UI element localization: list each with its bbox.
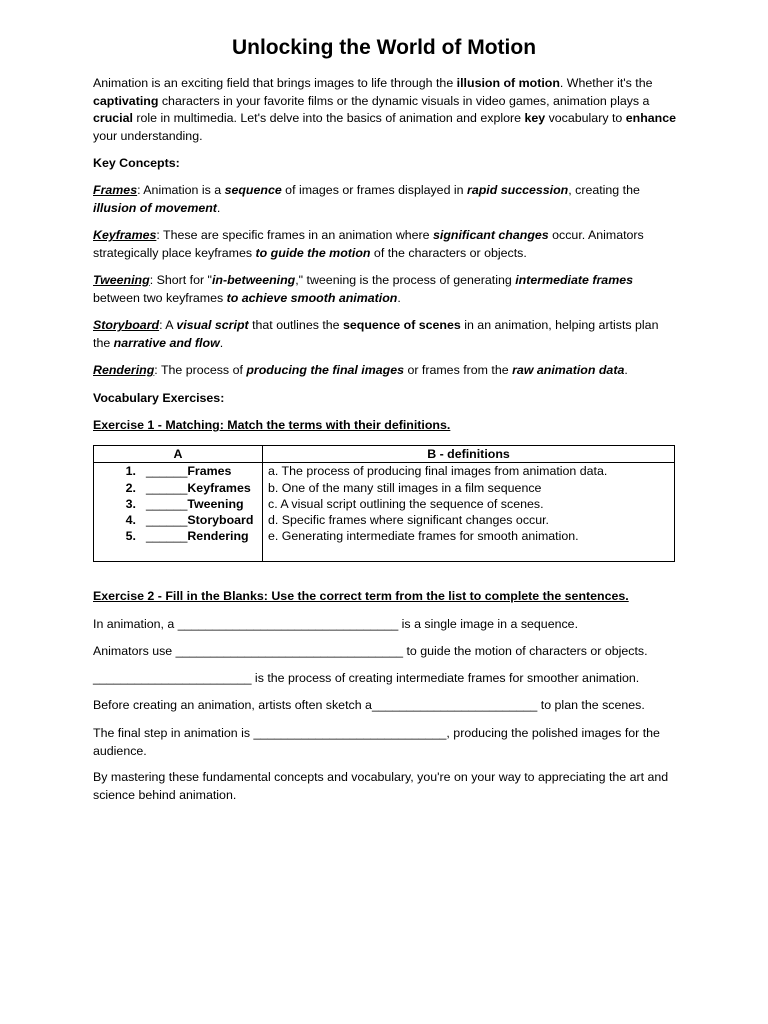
concept-tweening: Tweening: Short for "in-betweening," tweening is the process of generating intermediate frames between two keyframes to achieve smooth animation.: [93, 273, 633, 305]
definition-row: b. One of the many still images in a film sequence: [268, 480, 542, 495]
term-row: 5. ______ Rendering: [125, 529, 249, 544]
definition-row: c. A visual script outlining the sequence of scenes.: [268, 496, 544, 511]
fill-blank-sentence-1: In animation, a ________________________________ is a single image in a sequence.: [93, 617, 579, 631]
concept-frames: Frames: Animation is a sequence of images or frames displayed in rapid succession, creating the illusion of movement.: [93, 183, 640, 215]
terms-cell: [94, 463, 263, 562]
term-row: 3. ______ Tweening: [125, 496, 244, 511]
column-a-header: A: [94, 446, 263, 463]
definition-row: d. Specific frames where significant changes occur.: [268, 513, 549, 528]
fill-blank-sentence-2: Animators use _________________________________ to guide the motion of characters or objects.: [93, 644, 648, 658]
vocab-exercises-heading: Vocabulary Exercises:: [93, 391, 225, 405]
definition-row: e. Generating intermediate frames for smooth animation.: [268, 529, 579, 544]
definitions-cell: [263, 463, 675, 562]
fill-blank-sentence-5: The final step in animation is ____________________________, producing the polished images for the audience.: [93, 726, 660, 758]
definition-row: a. The process of producing final images from animation data.: [268, 464, 608, 479]
concept-storyboard: Storyboard: A visual script that outlines the sequence of scenes in an animation, helping artists plan the narrative and flow.: [93, 318, 659, 350]
answer-blank[interactable]: ______: [146, 464, 188, 479]
term-row: 2. ______ Keyframes: [125, 480, 251, 495]
concept-keyframes: Keyframes: These are specific frames in an animation where significant changes occur. Animators strategically place keyframes to guide the motion of the characters or objects.: [93, 228, 644, 260]
answer-blank[interactable]: ______: [146, 513, 188, 528]
page-title: Unlocking the World of Motion: [231, 36, 537, 59]
matching-table: [93, 445, 675, 562]
exercise2-heading: Exercise 2 - Fill in the Blanks: Use the correct term from the list to complete the sentences.: [93, 589, 629, 603]
term-row: 4. ______ Storyboard: [125, 513, 254, 528]
answer-blank[interactable]: ______: [146, 480, 188, 495]
fill-blank-sentence-4: Before creating an animation, artists often sketch a________________________ to plan the scenes.: [93, 698, 645, 712]
intro-paragraph: Animation is an exciting field that brings images to life through the illusion of motion. Whether it's the captivating characters in your favorite films or the dynamic visuals in video games, animation plays a crucial role in multimedia. Let's delve into the basics of animation and explore key vocabulary to enhance your understanding.: [93, 76, 677, 143]
answer-blank[interactable]: ______: [146, 496, 188, 511]
term-row: 1. ______ Frames: [125, 464, 232, 479]
column-b-header: B - definitions: [263, 446, 675, 463]
answer-blank[interactable]: ______: [146, 529, 188, 544]
fill-blank-sentence-3: _______________________ is the process of creating intermediate frames for smoother animation.: [93, 671, 640, 685]
closing-paragraph: By mastering these fundamental concepts and vocabulary, you're on your way to appreciating the art and science behind animation.: [93, 770, 669, 802]
exercise1-heading: Exercise 1 - Matching: Match the terms with their definitions.: [93, 418, 451, 432]
key-concepts-heading: Key Concepts:: [93, 156, 180, 170]
concept-rendering: Rendering: The process of producing the final images or frames from the raw animation data.: [93, 363, 628, 377]
